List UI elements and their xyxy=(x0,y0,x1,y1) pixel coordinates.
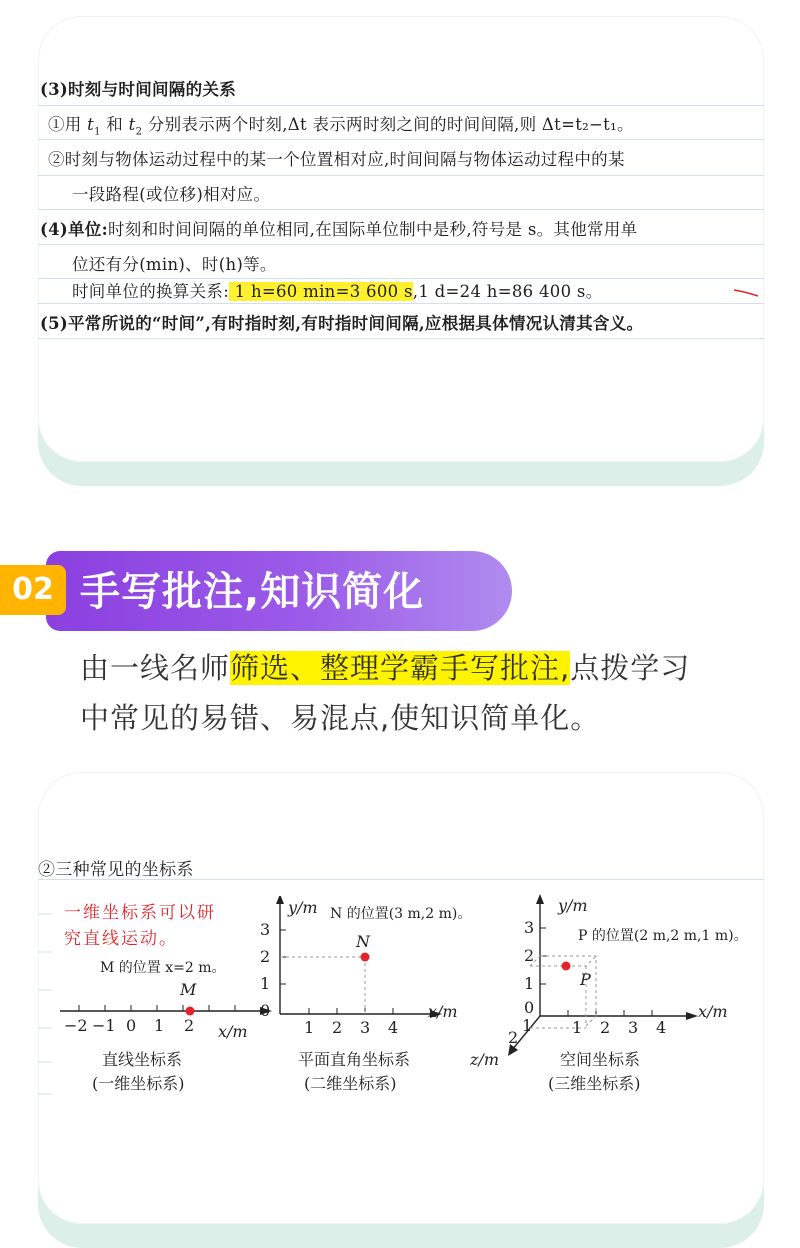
margin-marks xyxy=(38,912,58,1112)
point-p-marker xyxy=(562,962,571,971)
tick-label: 2 xyxy=(332,1018,343,1037)
x-axis-label: x/m xyxy=(698,1002,728,1021)
y-axis-label: y/m xyxy=(288,898,318,917)
heading-3: (3)时刻与时间间隔的关系 xyxy=(40,80,236,99)
highlight: 1 h=60 min=3 600 s xyxy=(229,282,413,301)
caption-2d-sub: (二维坐标系) xyxy=(304,1074,397,1093)
tick-label: 3 xyxy=(524,918,535,937)
conversion-line: 时间单位的换算关系: 1 h=60 min=3 600 s,1 d=24 h=86 400 s。 xyxy=(72,282,603,301)
ruled-line xyxy=(38,105,764,106)
tick-label: 0 xyxy=(260,1001,271,1020)
section-description-line-2: 中常见的易错、易混点,使知识简单化。 xyxy=(80,701,601,735)
ruled-line xyxy=(38,209,764,210)
section-number-badge: 02 xyxy=(0,565,66,615)
n-position-text: N 的位置(3 m,2 m)。 xyxy=(330,906,472,922)
x-axis-label: x/m xyxy=(218,1022,248,1041)
ruled-line xyxy=(38,303,764,304)
m-position-text: M 的位置 x=2 m。 xyxy=(100,960,226,976)
highlight: 筛选、整理学霸手写批注, xyxy=(230,651,571,685)
caption-1d-sub: (一维坐标系) xyxy=(92,1074,185,1093)
section-title: 手写批注,知识简化 xyxy=(80,569,425,615)
ruled-line xyxy=(38,244,764,245)
tick-label: 4 xyxy=(388,1018,399,1037)
tick-label: 3 xyxy=(628,1018,639,1037)
tick-label: −1 xyxy=(92,1016,116,1035)
point-p-label: P xyxy=(580,970,591,989)
notes-card-time xyxy=(38,16,764,462)
tick-label: 2 xyxy=(260,947,271,966)
point-m-marker xyxy=(186,1007,195,1016)
tick-label: 2 xyxy=(508,1028,519,1047)
x-axis-label: x/m xyxy=(428,1002,458,1021)
y-axis-label: y/m xyxy=(558,896,588,915)
tick-label: 1 xyxy=(522,1016,533,1035)
heading-5: (5)平常所说的“时间”,有时指时刻,有时指时间间隔,应根据具体情况认清其含义。 xyxy=(40,314,644,333)
item-2-line-2: 一段路程(或位移)相对应。 xyxy=(72,185,271,204)
heading-4: (4)单位:时刻和时间间隔的单位相同,在国际单位制中是秒,符号是 s。其他常用单 xyxy=(40,220,638,239)
red-check-mark xyxy=(732,286,760,298)
tick-label: 3 xyxy=(260,920,271,939)
tick-label: 1 xyxy=(524,974,535,993)
notes-card-coordinates xyxy=(38,772,764,1224)
point-n-label: N xyxy=(356,932,370,951)
caption-1d: 直线坐标系 xyxy=(102,1050,183,1069)
tick-label: 2 xyxy=(184,1016,195,1035)
handwritten-note-line-2: 究直线运动。 xyxy=(64,929,178,949)
heading-4-line-2: 位还有分(min)、时(h)等。 xyxy=(72,255,277,274)
tick-label: 1 xyxy=(572,1018,583,1037)
caption-2d: 平面直角坐标系 xyxy=(298,1050,411,1069)
ruled-line xyxy=(38,175,764,176)
tick-label: 2 xyxy=(600,1018,611,1037)
tick-label: −2 xyxy=(64,1016,88,1035)
handwritten-note-line-1: 一维坐标系可以研 xyxy=(64,903,216,923)
tick-label: 0 xyxy=(126,1016,137,1035)
caption-3d: 空间坐标系 xyxy=(560,1050,641,1069)
tick-label: 1 xyxy=(260,974,271,993)
tick-label: 3 xyxy=(360,1018,371,1037)
tick-label: 0 xyxy=(524,998,535,1017)
tick-label: 1 xyxy=(304,1018,315,1037)
point-m-label: M xyxy=(180,980,197,999)
z-axis-label: z/m xyxy=(470,1050,499,1069)
item-1: ①用 $t_1$ 和 $t_2$ 分别表示两个时刻,Δt 表示两时刻之间的时间间隔,则 Δt=t₂−t₁。 xyxy=(48,115,634,138)
ruled-line xyxy=(38,338,764,339)
tick-label: 2 xyxy=(524,946,535,965)
point-n-marker xyxy=(361,953,370,962)
tick-label: 1 xyxy=(154,1016,165,1035)
tick-label: 4 xyxy=(656,1018,667,1037)
item-2-line-1: ②时刻与物体运动过程中的某一个位置相对应,时间间隔与物体运动过程中的某 xyxy=(48,150,625,169)
ruled-line xyxy=(38,278,764,279)
coordinate-heading: ②三种常见的坐标系 xyxy=(38,860,194,880)
caption-3d-sub: (三维坐标系) xyxy=(548,1074,641,1093)
section-description-line-1: 由一线名师筛选、整理学霸手写批注,点拨学习 xyxy=(80,651,691,685)
p-position-text: P 的位置(2 m,2 m,1 m)。 xyxy=(578,928,748,944)
